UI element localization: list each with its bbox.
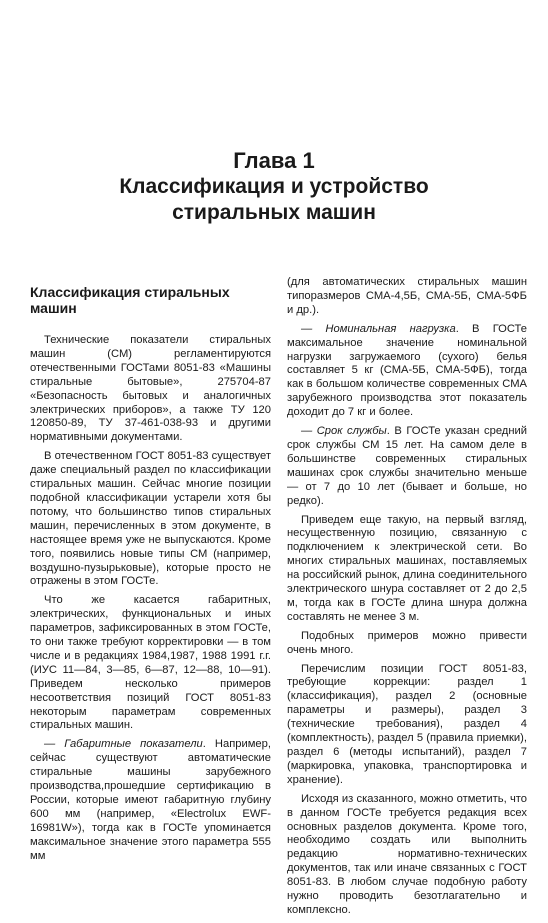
paragraph-classification: В отечественном ГОСТ 8051-83 существует даже специальный раздел по классификации стиральных машин. Сейчас многие позиции подобной классификации устарели хотя бы потому, что большинство типов стиральных машин, перечисленных в этом документе, в настоящее время уже не выпускаются. Кроме того, появились новые типы СМ (например, воздушно-пузырьковые), которые просто не отражены в этом ГОСТе.	[30, 450, 271, 588]
paragraph-dimensions	[30, 738, 271, 863]
paragraph-parameters: Что же касается габаритных, электрических, функциональных и иных параметров, зафиксированных в этом ГОСТе, то они также требуют корректировки — в том числе и в редакциях 1984,1987, 1988 1991 г.г. (ИУС 11—84, 3—85, 6—87, 12—88, 10—91). Приведем несколько примеров несоответствия позиций ГОСТ 8051-83 некоторым параметрам современных стиральных машин.	[30, 594, 271, 732]
paragraph-service-life	[287, 425, 527, 508]
paragraph-power-cord: Приведем еще такую, на первый взгляд, несущественную позицию, связанную с подключением к электрической сети. Во многих стиральных машинах, поставляемых на российский рынок, длина соединительного электрического шнура составляет от 2 до 2,5 м, тогда как в ГОСТе длина шнура должна составлять не менее 3 м.	[287, 513, 527, 623]
service-life-text: . В ГОСТе указан средний срок службы СМ 15 лет. На самом деле в большинстве современных стиральных машинах срок службы значительно меньше — от 7 до 10 лет (бывает и больше, но редко).	[287, 425, 527, 507]
section-heading: Классификация стиральных машин	[30, 284, 230, 316]
paragraph-sections: Перечислим позиции ГОСТ 8051-83, требующие коррекции: раздел 1 (классификация), раздел 2 (основные параметры и размеры), раздел 3 (технические требования), раздел 4 (комплектность), раздел 5 (правила приемки), раздел 6 (методы испытаний), раздел 7 (маркировка, упаковка, транспортировка и хранение).	[287, 662, 527, 786]
chapter-title: Классификация и устройство стиральных машин	[119, 175, 429, 224]
load-text: . В ГОСТе максимальное значение номинальной нагрузки загружаемого (сухого) белья составляет 5 кг (СМА-5Б, СМА-5ФБ), тогда как в большом количестве современных СМА зарубежного производства этот показатель доходит до 7 кг и более.	[287, 322, 527, 419]
dimensions-label: — Габаритные показатели	[44, 738, 203, 751]
service-life-label: — Срок службы	[301, 425, 387, 438]
paragraph-load	[287, 323, 527, 420]
right-column	[287, 276, 527, 923]
left-column	[30, 276, 271, 869]
paragraph-conclusion: Исходя из сказанного, можно отметить, что в данном ГОСТе требуется редакция всех основных разделов документа. Кроме того, необходимо создать или выполнить редакцию нормативно-технических документов, так или иначе связанных с ГОСТ 8051-83. В любом случае подобную работу нужно проводить безотлагательно и комплексно.	[287, 792, 527, 916]
load-label: — Номинальная нагрузка	[301, 322, 456, 335]
chapter-header	[0, 148, 548, 226]
paragraph-continuation: (для автоматических стиральных машин типоразмеров СМА-4,5Б, СМА-5Б, СМА-5ФБ и др.).	[287, 276, 527, 316]
paragraph-standards: Технические показатели стиральных машин (СМ) регламентируются отечественными ГОСТами 8051-83 «Машины стиральные бытовые», 275704-87 «Безопасность бытовых и аналогичных электрических приборов», а также ТУ 120 120850-89, ТУ 37-461-038-93 и другими нормативными документами.	[30, 334, 271, 444]
paragraph-examples: Подобных примеров можно привести очень много.	[287, 629, 527, 656]
chapter-number: Глава 1	[233, 148, 315, 173]
dimensions-text: . Например, сейчас существуют автоматические стиральные машины зарубежного производства,прошедшие сертификацию в России, которые имеют габаритную глубину 600 мм (например, «Electrolux EWF-16981W»), тогда как в ГОСТе упоминается максимальное значение этого параметра 555 мм	[30, 738, 271, 862]
